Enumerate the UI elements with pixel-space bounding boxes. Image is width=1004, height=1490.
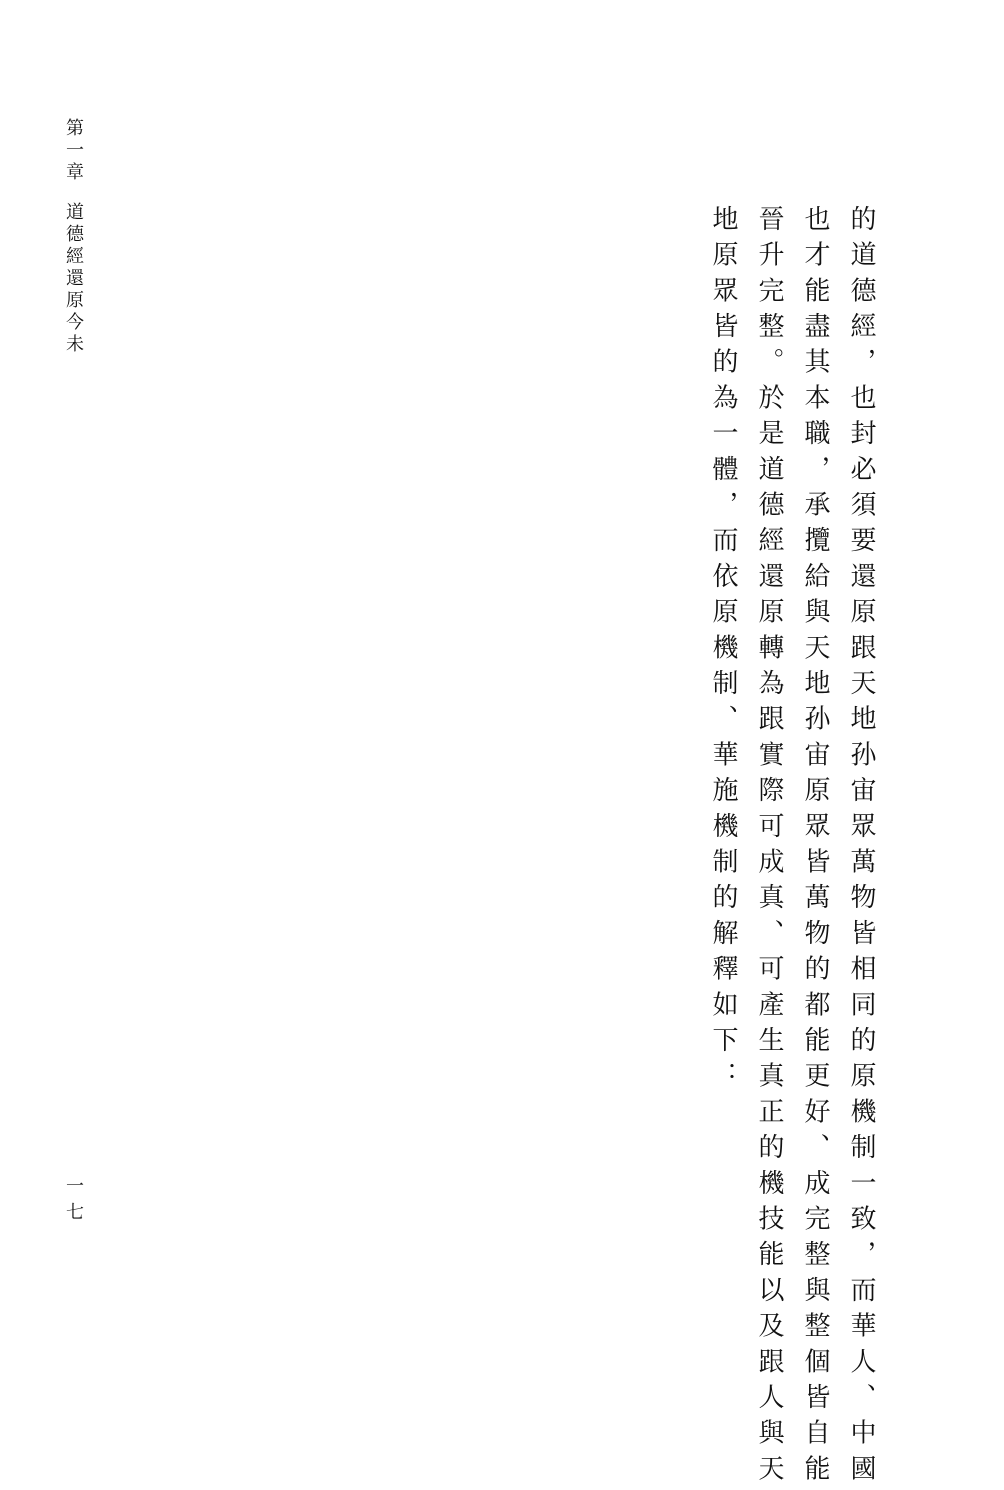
text-column-2: 也才能盡其本職，承攬給與天地孙宙原眾皆萬物的都能更好、成完整與整個皆自能 [800,205,830,1490]
text-column-4: 地原眾皆的為一體，而依原機制、華施機制的解釋如下： [708,205,738,1098]
page-number: 一七 [63,1176,84,1228]
text-column-1: 的道德經，也封必須要還原跟天地孙宙眾萬物皆相同的原機制一致，而華人、中國 [846,205,876,1490]
running-book-title: 道德經還原今未 [63,202,84,356]
body-text [700,205,884,1490]
text-column-3: 晉升完整。於是道德經還原轉為跟實際可成真、可產生真正的機技能以及跟人與天 [754,205,784,1490]
chapter-label: 第一章 [63,118,84,184]
